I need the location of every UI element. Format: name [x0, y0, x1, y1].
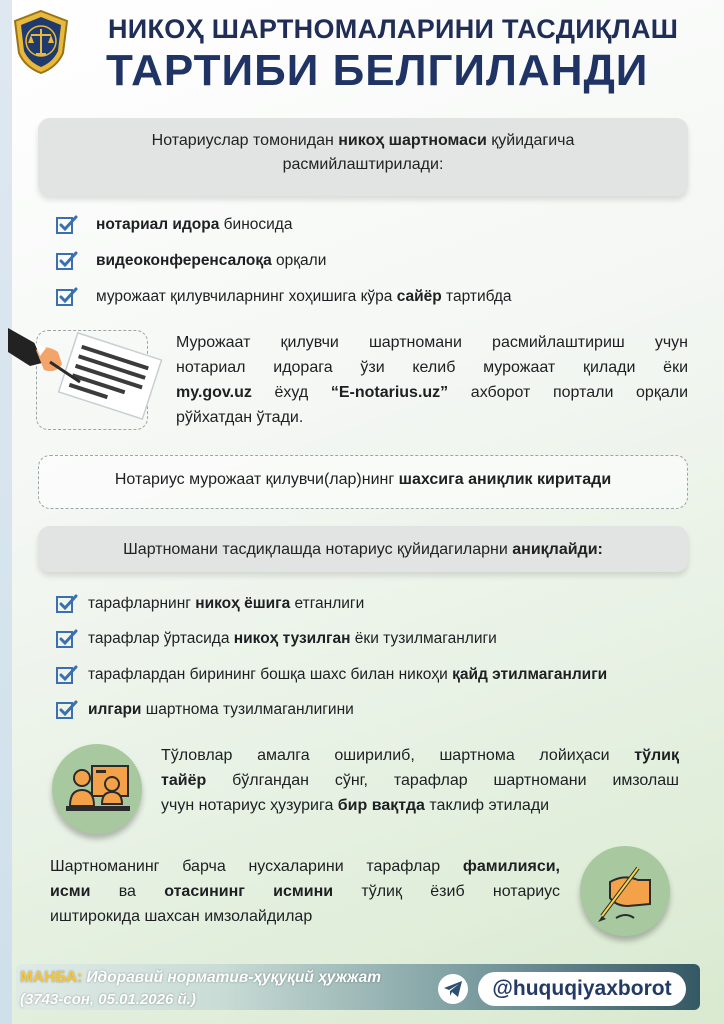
list-item: илгари шартнома тузилмаганлигини [56, 693, 607, 729]
paragraph-line: тайёр бўлгандан сўнг, тарафлар шартномани имзолаш [161, 772, 679, 789]
paragraph-line: учун нотариус ҳузурига бир вақтда таклиф этилади [161, 797, 550, 814]
identity-box: Нотариус мурожаат қилувчи(лар)нинг шахсига аниқлик киритади [38, 455, 688, 509]
telegram-handle-link[interactable]: @huquqiyaxborot [478, 972, 686, 1006]
source-line: МАНБА: Идоравий норматив-ҳуқуқий ҳужжат [20, 969, 382, 986]
checkbox-checked-icon [56, 700, 78, 720]
list-item: тарафларнинг никоҳ ёшига етганлиги [56, 586, 607, 622]
list-item: видеоконференсалоқа орқали [56, 243, 512, 279]
paragraph-line: Шартноманинг барча нусхаларини тарафлар фамилияси, [50, 858, 560, 875]
verification-list [56, 586, 607, 728]
paragraph-line: иштирокида шахсан имзолайдилар [50, 908, 313, 925]
checkbox-checked-icon [56, 251, 78, 271]
hand-writing-icon [580, 846, 670, 936]
intro-line1: Нотариуслар томонидан никоҳ шартномаси қуйидагича [151, 132, 575, 149]
list-item: тарафлар ўртасида никоҳ тузилган ёки тузилмаганлиги [56, 622, 607, 658]
checkbox-checked-icon [56, 215, 78, 235]
paragraph-line: Тўловлар амалга оширилиб, шартнома лойиҳаси тўлиқ [161, 747, 679, 764]
list-item: нотариал идора биносида [56, 207, 512, 243]
telegram-icon[interactable] [438, 974, 468, 1004]
list-item: тарафлардан бирининг бошқа шахс билан никоҳи қайд этилмаганлиги [56, 657, 607, 693]
paragraph-line: нотариал идорага ўзи келиб мурожаат қилади ёки [176, 359, 688, 376]
paragraph-line: Мурожаат қилувчи шартномани расмийлаштириш учун [176, 334, 688, 351]
paragraph-line: my.gov.uz ёхуд “E-notarius.uz” ахборот портали орқали [176, 384, 689, 401]
intro-box [38, 118, 688, 196]
checkbox-checked-icon [56, 665, 78, 685]
list-item: мурожаат қилувчиларнинг хоҳишига кўра сайёр тартибда [56, 279, 512, 315]
left-edge-strip [0, 0, 12, 1024]
signature-paragraph [50, 854, 560, 929]
paragraph-line: рўйхатдан ўтади. [176, 409, 304, 426]
meeting-icon [52, 744, 142, 834]
payment-paragraph [161, 743, 679, 818]
paragraph-line: исми ва отасининг исмини тўлиқ ёзиб нотариус [50, 883, 561, 900]
page-title-line1: НИКОҲ ШАРТНОМАЛАРИНИ ТАСДИҚЛАШ [108, 14, 679, 44]
intro-line2: расмийлаштирилади: [282, 156, 444, 173]
hand-signing-document-icon [6, 322, 164, 426]
page-title-line2: ТАРТИБИ БЕЛГИЛАНДИ [106, 46, 649, 95]
verify-box: Шартномани тасдиқлашда нотариус қуйидагиларни аниқлайди: [38, 526, 688, 572]
checkbox-checked-icon [56, 629, 78, 649]
source-reference: (3743-сон, 05.01.2026 й.) [20, 991, 196, 1008]
application-paragraph [176, 330, 688, 430]
methods-list [56, 207, 512, 315]
checkbox-checked-icon [56, 287, 78, 307]
justice-emblem-icon [10, 8, 72, 76]
checkbox-checked-icon [56, 594, 78, 614]
